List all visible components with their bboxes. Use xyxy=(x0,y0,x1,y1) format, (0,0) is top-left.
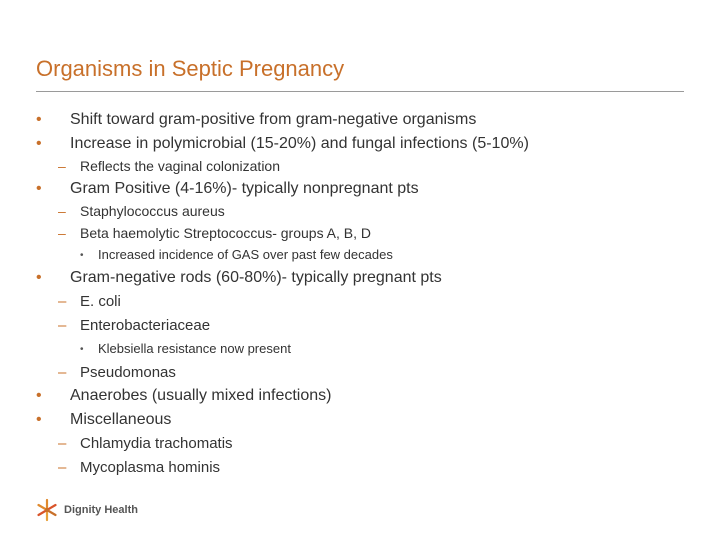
bullet-marker: • xyxy=(80,344,84,355)
title-divider xyxy=(36,91,684,92)
dash-marker: – xyxy=(58,225,66,241)
sub-sub-bullet-text: Increased incidence of GAS over past few decades xyxy=(98,247,393,262)
sub-bullet-text: Pseudomonas xyxy=(80,364,176,381)
dash-marker: – xyxy=(58,364,67,381)
logo-text: Dignity Health xyxy=(64,504,138,516)
bullet-text: Gram-negative rods (60-80%)- typically pregnant pts xyxy=(70,269,442,286)
slide-title: Organisms in Septic Pregnancy xyxy=(36,56,345,81)
bullet-marker: • xyxy=(36,387,42,404)
dash-marker: – xyxy=(58,435,67,452)
bullet-marker: • xyxy=(36,135,42,152)
bullet-marker: • xyxy=(80,250,84,261)
bullet-marker: • xyxy=(36,411,42,428)
bullet-marker: • xyxy=(36,111,42,128)
bullet-marker: • xyxy=(36,269,42,286)
dash-marker: – xyxy=(58,317,67,334)
bullet-text: Miscellaneous xyxy=(70,411,172,428)
bullet-text: Anaerobes (usually mixed infections) xyxy=(70,387,332,404)
sub-sub-bullet-text: Klebsiella resistance now present xyxy=(98,341,291,356)
sub-bullet-text: Reflects the vaginal colonization xyxy=(80,158,281,174)
sub-bullet-text: E. coli xyxy=(80,293,121,310)
sub-bullet-text: Staphylococcus aureus xyxy=(80,203,225,219)
bullet-marker: • xyxy=(36,180,42,197)
dignity-health-star-icon xyxy=(34,497,60,523)
dash-marker: – xyxy=(58,293,67,310)
dash-marker: – xyxy=(58,459,67,476)
dash-marker: – xyxy=(58,158,66,174)
sub-bullet-text: Chlamydia trachomatis xyxy=(80,435,233,452)
bullet-text: Gram Positive (4-16%)- typically nonpregnant pts xyxy=(70,180,419,197)
sub-bullet-text: Mycoplasma hominis xyxy=(80,459,221,476)
sub-bullet-text: Beta haemolytic Streptococcus- groups A, B, D xyxy=(80,225,372,241)
dignity-health-logo xyxy=(34,496,138,524)
dash-marker: – xyxy=(58,203,66,219)
bullet-text: Shift toward gram-positive from gram-negative organisms xyxy=(70,111,477,128)
bullet-text: Increase in polymicrobial (15-20%) and fungal infections (5-10%) xyxy=(70,135,529,152)
sub-bullet-text: Enterobacteriaceae xyxy=(80,317,211,334)
